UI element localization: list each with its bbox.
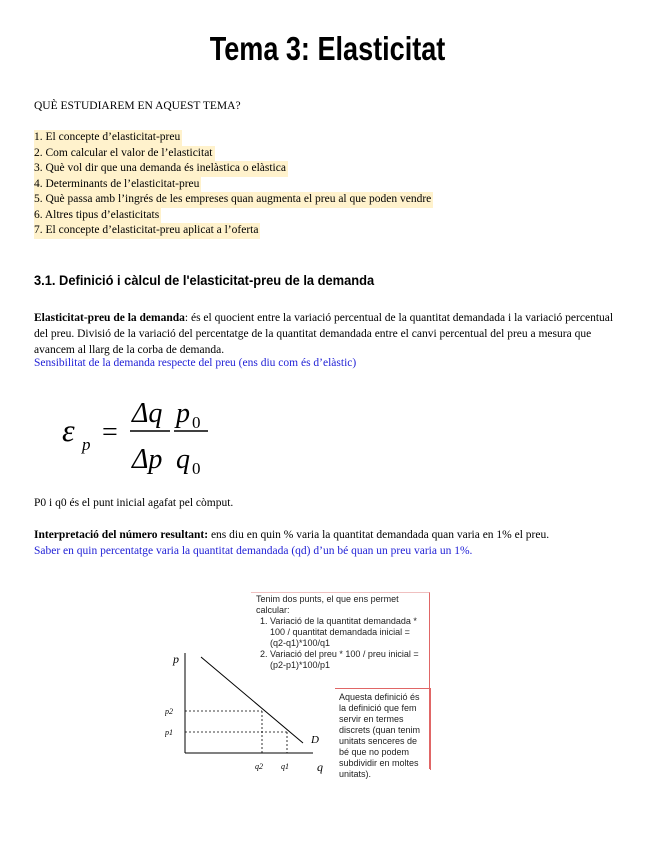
topic-item: 1. El concepte d’elasticitat-preu	[34, 130, 182, 146]
formula-num2-sub: 0	[192, 413, 201, 432]
topic-item: 6. Altres tipus d’elasticitats	[34, 208, 161, 224]
figure-note-intro: Tenim dos punts, el que ens permet calcular:	[256, 594, 399, 615]
initial-point-note: P0 i q0 és el punt inicial agafat pel còmput.	[34, 497, 234, 509]
interpretation-paragraph	[34, 528, 549, 544]
page-title: Tema 3: Elasticitat	[209, 30, 446, 67]
definition-paragraph	[34, 310, 626, 358]
formula-equals: =	[102, 417, 118, 448]
demand-graph	[165, 645, 335, 780]
y-axis-label: p	[173, 652, 179, 666]
demand-curve-label: D	[311, 734, 319, 746]
tick-p1: p1	[165, 728, 173, 737]
definition-note: Sensibilitat de la demanda respecte del preu (ens diu com és d’elàstic)	[34, 357, 357, 369]
formula-svg	[60, 388, 230, 478]
formula-den1: Δp	[132, 444, 163, 475]
topic-list	[34, 130, 433, 239]
tick-q1: q1	[281, 762, 289, 771]
formula-epsilon-sub: p	[82, 435, 91, 454]
formula-den2: q	[176, 444, 190, 475]
figure-note-discrete: Aquesta definició és la definició que fem servir en termes discrets (quan tenim unitats senceres de bé que no podem subdividir en moltes unitats).	[335, 688, 431, 770]
definition-text: : és el quocient entre la variació percentual de la quantitat demandada i la variació percentual del preu. Divisió de la variació del percentatge de la quantitat demandada entre el canvi percentual del preu a mesura que avancem al llarg de la corba de demanda.	[34, 312, 614, 356]
interpretation-note: Saber en quin percentatge varia la quantitat demandada (qd) d’un bé quan un preu varia un 1%.	[34, 545, 473, 557]
formula-num1: Δq	[132, 398, 163, 429]
tick-q2: q2	[255, 762, 263, 771]
definition-term: Elasticitat-preu de la demanda	[34, 312, 185, 324]
demand-curve	[201, 657, 303, 743]
intro-heading: QUÈ ESTUDIAREM EN AQUEST TEMA?	[34, 100, 241, 112]
interpretation-text: ens diu en quin % varia la quantitat demandada quan varia en 1% el preu.	[208, 529, 550, 541]
figure-note-item: 2. Variació del preu * 100 / preu inicial =(p2-p1)*100/p1	[270, 649, 426, 671]
formula-epsilon: ε	[62, 412, 75, 448]
section-heading: 3.1. Definició i càlcul de l'elasticitat-preu de la demanda	[34, 272, 375, 288]
topic-item: 7. El concepte d’elasticitat-preu aplicat a l’oferta	[34, 223, 260, 239]
topic-item: 5. Què passa amb l’ingrés de les empreses quan augmenta el preu al que poden vendre	[34, 192, 433, 208]
topic-item: 3. Què vol dir que una demanda és inelàstica o elàstica	[34, 161, 288, 177]
figure-note-item: 1. Variació de la quantitat demandada * 100 / quantitat demandada inicial = (q2-q1)*100/q1	[270, 616, 426, 649]
topic-item: 2. Com calcular el valor de l’elasticitat	[34, 146, 215, 162]
tick-p2: p2	[165, 707, 173, 716]
demand-graph-svg	[165, 645, 335, 775]
formula-den2-sub: 0	[192, 459, 201, 478]
elasticity-formula	[60, 388, 230, 483]
topic-item: 4. Determinants de l’elasticitat-preu	[34, 177, 201, 193]
formula-num2: p	[176, 398, 190, 429]
x-axis-label: q	[317, 760, 323, 774]
interpretation-term: Interpretació del número resultant:	[34, 529, 209, 541]
